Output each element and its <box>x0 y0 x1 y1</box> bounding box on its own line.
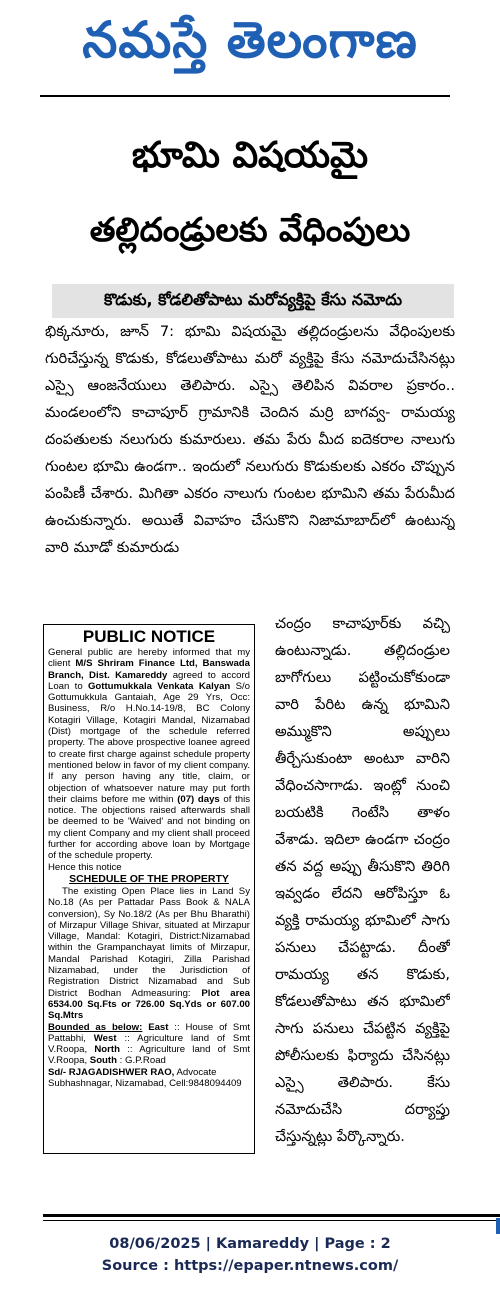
page-edge-marker <box>496 1218 500 1234</box>
notice-title: PUBLIC NOTICE <box>82 627 216 646</box>
article-body-intro: భిక్కనూరు, జూన్ 7: భూమి విషయమై తల్లిదండ్రులను వేధింపులకు గురిచేస్తున్న కొడుకు, కోడలుతోపాటు మరో వ్యక్తిపై కేసు నమోదుచేసినట్లు ఎస్సై ఆంజనేయులు తెలిపారు. ఎస్సై తెలిపిన వివరాల ప్రకారం.. మండలంలోని కాచాపూర్ గ్రామానికి చెందిన మర్రి బాగవ్వ- రామయ్య దంపతులకు నలుగురు కుమారులు. తమ పేరు మీద ఐదెకరాల నాలుగు గుంటల భూమి ఉండగా.. ఇందులో నలుగురు కొడుకులకు ఎకరం చొప్పున పంపిణీ చేశారు. మిగితా ఎకరం నాలుగు గుంటల భూమిని తమ పేరుమీద ఉంచుకున్నారు. అయితే వివాహం చేసుకొని నిజామాబాద్‌లో ఉంటున్న వారి మూడో కుమారుడు <box>45 323 455 556</box>
schedule-title: SCHEDULE OF THE PROPERTY <box>69 872 229 885</box>
notice-hence: Hence this notice <box>48 861 122 873</box>
notice-signature: Sd/- RJAGADISHWER RAO, Advocate <box>48 1066 217 1078</box>
notice-paragraph: General public are hereby informed that my client M/S Shriram Finance Ltd, Banswada Branch, Dist. Kamareddy agreed to accord Loan to Gottumukkala Venkata Kalyan S/o Gottumukkula Gantaiah, Age 29 Yrs, Occ: Business, R/o H.No.14-19/8, BC Colony Kotagiri Village, Kotagiri Mandal, Nizamabad (Dist) mortgage of the schedule referred property. The above prospective loanee agreed to create first charge against schedule property mentioned below in favor of my client company. If any person having any title, claim, or objection of whatsoever nature may put forth their claims before me within (07) days of this notice. The objections raised afterwards shall be deemed to be 'Waived' and not binding on my client Company and my client shall proceed further for according above loan by Mortgage of the schedule property. <box>48 647 251 862</box>
headline-line-2: తల్లిదండ్రులకు వేధింపులు <box>89 210 411 249</box>
footer-source-link[interactable]: Source : https://epaper.ntnews.com/ <box>101 1258 399 1274</box>
page-bottom-rule-thin <box>43 1220 500 1221</box>
masthead-title: నమస్తే తెలంగాణ <box>82 10 418 69</box>
headline-line-1: భూమి విషయమై <box>131 135 369 176</box>
schedule-paragraph: The existing Open Place lies in Land Sy No.18 (As per Pattadar Pass Book & NALA conversion), Sy No.18/2 (As per Bhu Bharathi) of Mirzapur Village Shivar, situated at Mirzapur Village, Mandal: Kotagiri, District:Nizamabad within the Grampanchayat limits of Mirzapur, Mandal Parishad Kotagiri, Zilla Parishad Nizamabad, under the Jurisdiction of Registration District Nizamabad and Sub District Bodhan Admeasuring: Plot area 6534.00 Sq.Fts or 726.00 Sq.Yds or 607.00 Sq.Mtrs <box>48 885 251 1022</box>
article-subheading: కొడుకు, కోడలితోపాటు మరోవ్యక్తిపై కేసు నమోదు <box>52 284 454 318</box>
boundaries-paragraph: Bounded as below: East :: House of Smt Pattabhi, West :: Agriculture land of Smt V.Roopa, North :: Agriculture land of Smt V.Roopa, South : G.P.Road <box>48 1021 250 1067</box>
newspaper-masthead <box>0 0 500 92</box>
page-bottom-rule <box>43 1214 500 1217</box>
article-body-column: చంద్రం కాచాపూర్‌కు వచ్చి ఉంటున్నాడు. తల్లిదండ్రుల బాగోగులు పట్టించుకోకుండా వారి పేరిట ఉన్న భూమిని అమ్ముకొని అప్పులు తీర్చేసుకుంటా అంటూ వారిని వేధించసాగాడు. ఇంట్లో నుంచి బయటికి గెంటేసి తాళం వేశాడు. ఇదిలా ఉండగా చంద్రం తన వద్ద అప్పు తీసుకొని తిరిగి ఇవ్వడం లేదని ఆరోపిస్తూ ఓ వ్యక్తి రామయ్య భూమిలో సాగు పనులు చేపట్టాడు. దీంతో రామయ్య తన కొడుకు, కోడలుతోపాటు తన భూమిలో సాగు పనులు చేపట్టిన వ్యక్తిపై పోలీసులకు ఫిర్యాదు చేసినట్లు ఎస్సై తెలిపారు. కేసు నమోదుచేసి దర్యాప్తు చేస్తున్నట్లు పేర్కొన్నారు. <box>275 615 450 1145</box>
notice-address: Subhashnagar, Nizamabad, Cell:9848094409 <box>48 1077 242 1089</box>
public-notice-ad <box>43 624 255 1154</box>
header-divider <box>40 95 450 97</box>
footer-date-edition: 08/06/2025 | Kamareddy | Page : 2 <box>109 1236 391 1252</box>
